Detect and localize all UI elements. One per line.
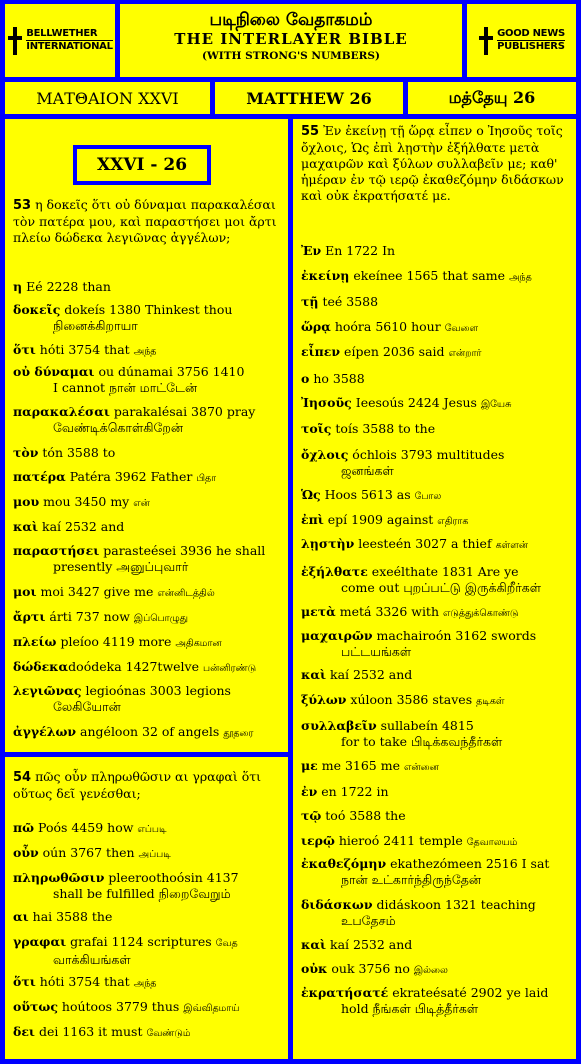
greek-word: ὅτι	[13, 974, 36, 989]
gloss-continuation: shall be fulfilled நிறைவேறும்	[53, 886, 231, 901]
logo-line-1: GOOD NEWS	[497, 28, 565, 39]
greek-word: Ὡς	[301, 487, 321, 502]
tamil-gloss: அந்த	[133, 978, 157, 989]
transliteration-gloss: hóti 3754 that	[35, 342, 134, 357]
transliteration-gloss: Patéra 3962 Father	[65, 469, 197, 484]
word-entry	[301, 243, 570, 259]
word-entry	[13, 934, 282, 968]
greek-word: ὅτι	[13, 342, 36, 357]
tamil-gloss: என்	[133, 498, 150, 509]
greek-verse: Ἐν ἐκείνῃ τῇ ὥρᾳ εἶπεν ο Ἰησοῦς τοῖς ὄχλοις, Ὡς ἐπὶ λῃστὴν ἐξήλθατε μετὰ μαχαιρῶν καὶ ξύλων συλλαβεῖν με; καθ' ἡμέραν ἐν τῷ ιερῷ ἐκαθεζόμην διδάσκων καὶ οὐκ ἐκρατήσατέ με.	[301, 123, 564, 203]
transliteration-gloss: En 1722 In	[321, 243, 396, 258]
subtitle: (WITH STRONG'S NUMBERS)	[202, 50, 380, 62]
transliteration-gloss: pleeroothoósin 4137	[104, 870, 239, 885]
word-entry	[301, 961, 570, 979]
word-entry	[13, 659, 282, 677]
word-entry	[301, 718, 570, 750]
greek-word: συλλαβεῖν	[301, 718, 377, 733]
tamil-gloss: வேளை	[444, 323, 479, 334]
greek-word: ἐν	[301, 784, 318, 799]
tamil-gloss: அந்த	[508, 272, 532, 283]
gloss-continuation: I cannot நான் மாட்டேன்	[53, 380, 198, 395]
reference-greek: ΜΑΤΘΑΙΟΝ XXVI	[5, 82, 210, 114]
word-entry	[13, 845, 282, 863]
transliteration-gloss: parasteései 3936 he shall	[99, 543, 266, 558]
word-entry	[301, 808, 570, 824]
word-entry	[13, 584, 282, 602]
word-entry	[301, 604, 570, 622]
transliteration-gloss: ouk 3756 no	[327, 961, 414, 976]
word-entry	[301, 268, 570, 286]
greek-word: ἐπὶ	[301, 512, 324, 527]
transliteration-gloss: kaí 2532 and	[38, 519, 125, 534]
word-entry	[13, 543, 282, 575]
greek-word: αι	[13, 909, 29, 924]
word-entry	[301, 536, 570, 554]
tamil-gloss: எதிராக	[437, 516, 469, 527]
title-english: THE INTERLAYER BIBLE	[174, 30, 408, 48]
gloss-continuation: லேகியோன்	[53, 699, 121, 714]
transliteration-gloss: sullabeín 4815	[376, 718, 474, 733]
word-entry	[13, 999, 282, 1017]
tamil-gloss: வேண்டும்	[146, 1028, 191, 1039]
transliteration-gloss: angéloon 32 of angels	[76, 724, 224, 739]
word-entry	[301, 564, 570, 596]
gloss-continuation: பட்டயங்கள்	[341, 644, 412, 659]
transliteration-gloss: legioónas 3003 legions	[81, 683, 231, 698]
transliteration-gloss: tón 3588 to	[38, 445, 116, 460]
word-entry	[301, 294, 570, 310]
word-entry	[13, 1024, 282, 1042]
transliteration-gloss: kaí 2532 and	[326, 937, 413, 952]
word-entry	[13, 634, 282, 652]
greek-word: παραστήσει	[13, 543, 100, 558]
verse-text	[301, 123, 570, 204]
greek-word: Ἐν	[301, 243, 322, 258]
tamil-gloss: என்றார்	[448, 348, 482, 359]
word-entry	[13, 364, 282, 396]
greek-word: οὐ δύναμαι	[13, 364, 95, 379]
tamil-gloss: அப்படி	[138, 849, 171, 860]
gloss-continuation: for to take பிடிக்கவந்தீர்கள்	[341, 734, 503, 749]
transliteration-gloss: kaí 2532 and	[326, 667, 413, 682]
title-tamil: படிநிலை வேதாகமம்	[209, 10, 373, 30]
transliteration-gloss: teé 3588	[318, 294, 379, 309]
word-entry	[301, 692, 570, 710]
greek-word: καὶ	[13, 519, 39, 534]
greek-word: ξύλων	[301, 692, 347, 707]
transliteration-gloss: toó 3588 the	[321, 808, 406, 823]
greek-word: οὐκ	[301, 961, 328, 976]
transliteration-gloss: Eé 2228 than	[22, 279, 111, 294]
greek-word: μου	[13, 494, 40, 509]
tamil-gloss: அந்த	[133, 346, 157, 357]
word-entry	[301, 487, 570, 505]
tamil-gloss: வேத	[215, 938, 238, 949]
greek-word: ο	[301, 371, 310, 386]
greek-word: καὶ	[301, 937, 327, 952]
verse-54-panel	[5, 757, 288, 1059]
greek-word: ὄχλοις	[301, 447, 349, 462]
tamil-gloss: இவ்விதமாய்	[183, 1003, 240, 1014]
reference-english: MATTHEW 26	[215, 82, 403, 114]
greek-verse: πῶς οὖν πληρωθῶσιν αι γραφαὶ ὅτι οὕτως δεῖ γενέσθαι;	[13, 769, 262, 801]
word-entry	[301, 856, 570, 888]
transliteration-gloss: hai 3588 the	[28, 909, 113, 924]
transliteration-gloss: en 1722 in	[317, 784, 389, 799]
greek-word: δοκεῖς	[13, 302, 61, 317]
word-entry	[301, 758, 570, 776]
transliteration-gloss: Poós 4459 how	[34, 820, 138, 835]
transliteration-gloss: moi 3427 give me	[36, 584, 158, 599]
verse-53-panel	[5, 119, 288, 752]
greek-word: ιερῷ	[301, 833, 335, 848]
word-entry	[301, 447, 570, 479]
greek-word: μετὰ	[301, 604, 336, 619]
greek-word: λεγιῶνας	[13, 683, 82, 698]
greek-verse: η δοκεῖς ὅτι οὐ δύναμαι παρακαλέσαι τὸν πατέρα μου, καὶ παραστήσει μοι ἄρτι πλείω δώδεκα λεγιῶνας ἀγγέλων;	[13, 197, 277, 245]
tamil-gloss: இல்லை	[413, 965, 448, 976]
tamil-gloss: பன்னிரண்டு	[203, 663, 257, 674]
transliteration-gloss: Hoos 5613 as	[320, 487, 415, 502]
transliteration-gloss: pleíoo 4119 more	[56, 634, 176, 649]
transliteration-gloss: ho 3588	[309, 371, 365, 386]
greek-word: δει	[13, 1024, 35, 1039]
greek-word: παρακαλέσαι	[13, 404, 110, 419]
greek-word: καὶ	[301, 667, 327, 682]
greek-word: πλείω	[13, 634, 57, 649]
word-entry	[301, 371, 570, 387]
transliteration-gloss: leesteén 3027 a thief	[354, 536, 496, 551]
transliteration-gloss: xúloon 3586 staves	[346, 692, 477, 707]
tamil-gloss: எடுத்துக்கொண்டு	[442, 608, 519, 619]
greek-word: με	[301, 758, 318, 773]
verse-number: 55	[301, 124, 320, 139]
greek-word: μοι	[13, 584, 37, 599]
transliteration-gloss: dei 1163 it must	[35, 1024, 147, 1039]
gloss-continuation: presently அனுப்புவார்	[53, 559, 189, 574]
greek-word: οὖν	[13, 845, 39, 860]
tamil-gloss: என்னிடத்தில்	[157, 588, 215, 599]
word-entry	[13, 683, 282, 715]
transliteration-gloss: toís 3588 to the	[331, 421, 436, 436]
tamil-gloss: தூதரை	[223, 728, 254, 739]
greek-word: οὕτως	[13, 999, 58, 1014]
greek-word: Ἰησοῦς	[301, 395, 352, 410]
word-entry	[13, 302, 282, 334]
greek-word: ἀγγέλων	[13, 724, 77, 739]
word-entry	[301, 897, 570, 929]
verse-number: 53	[13, 198, 32, 213]
transliteration-gloss: metá 3326 with	[335, 604, 443, 619]
transliteration-gloss: árti 737 now	[45, 609, 134, 624]
word-entry	[301, 421, 570, 437]
tamil-gloss: அதிகமான	[175, 638, 222, 649]
transliteration-gloss: ekrateésaté 2902 ye laid	[388, 985, 549, 1000]
word-entry	[13, 404, 282, 436]
transliteration-gloss: óchlois 3793 multitudes	[348, 447, 505, 462]
shepherd-staff-icon	[7, 27, 23, 55]
transliteration-gloss: hoóra 5610 hour	[330, 319, 445, 334]
chapter-box: XXVI - 26	[73, 145, 211, 185]
bellwether-logo	[5, 4, 115, 77]
greek-word: διδάσκων	[301, 897, 373, 912]
greek-word: εἶπεν	[301, 344, 341, 359]
word-entry	[13, 342, 282, 360]
logo-line-2: PUBLISHERS	[497, 41, 565, 52]
greek-word: μαχαιρῶν	[301, 628, 373, 643]
word-entry	[301, 784, 570, 800]
transliteration-gloss: hoútoos 3779 thus	[57, 999, 184, 1014]
word-entry	[13, 445, 282, 461]
gloss-continuation: hold நீங்கள் பிடித்தீர்கள்	[341, 1001, 479, 1016]
transliteration-gloss: eípen 2036 said	[340, 344, 449, 359]
gloss-continuation: வேண்டிக்கொள்கிறேன்	[53, 420, 183, 435]
gloss-continuation: நான் உட்கார்ந்திருந்தேன்	[341, 872, 481, 887]
tamil-gloss: கள்ளன்	[495, 540, 528, 551]
greek-word: ὥρᾳ	[301, 319, 331, 334]
title-block	[120, 4, 462, 77]
word-entry	[13, 820, 282, 838]
greek-word: η	[13, 279, 23, 294]
transliteration-gloss: machairoón 3162 swords	[372, 628, 537, 643]
word-entry	[13, 724, 282, 742]
transliteration-gloss: Ieesoús 2424 Jesus	[351, 395, 481, 410]
greek-word: ἐξήλθατε	[301, 564, 368, 579]
tamil-gloss: தேவாலயம்	[466, 837, 518, 848]
transliteration-gloss: didáskoon 1321 teaching	[372, 897, 536, 912]
verse-text	[13, 769, 282, 802]
greek-word: τοῖς	[301, 421, 332, 436]
word-entry	[13, 974, 282, 992]
word-entry	[301, 395, 570, 413]
tamil-gloss: தடிகள்	[476, 696, 505, 707]
greek-word: γραφαι	[13, 934, 67, 949]
tamil-gloss: இயேசு	[480, 399, 512, 410]
greek-word: πατέρα	[13, 469, 66, 484]
transliteration-gloss: epí 1909 against	[323, 512, 438, 527]
transliteration-gloss: ou dúnamai 3756 1410	[94, 364, 245, 379]
word-entry	[13, 494, 282, 512]
word-entry	[301, 833, 570, 851]
gloss-continuation: come out புறப்பட்டு இருக்கிறீர்கள்	[341, 580, 542, 595]
greek-word: ἄρτι	[13, 609, 46, 624]
gloss-continuation: ஜனங்கள்	[341, 463, 394, 478]
reference-tamil: மத்தேயு 26	[408, 82, 576, 114]
word-entry	[13, 609, 282, 627]
greek-word: δώδεκα	[13, 659, 69, 674]
word-entry	[301, 319, 570, 337]
word-entry	[301, 937, 570, 953]
word-entry	[13, 870, 282, 902]
greek-word: τῇ	[301, 294, 319, 309]
greek-word: ἐκαθεζόμην	[301, 856, 387, 871]
word-entry	[301, 667, 570, 683]
transliteration-gloss: hóti 3754 that	[35, 974, 134, 989]
transliteration-gloss: me 3165 me	[317, 758, 404, 773]
greek-word: τῷ	[301, 808, 322, 823]
tamil-gloss: பிதா	[196, 473, 217, 484]
word-entry	[13, 469, 282, 487]
cross-icon	[478, 27, 494, 55]
tamil-gloss: போல	[414, 491, 442, 502]
transliteration-gloss: grafai 1124 scriptures	[66, 934, 216, 949]
greek-word: τὸν	[13, 445, 39, 460]
greek-word: ἐκείνῃ	[301, 268, 350, 283]
verse-55-panel	[293, 119, 576, 1059]
word-entry	[301, 985, 570, 1017]
transliteration-gloss: ekathezómeen 2516 I sat	[386, 856, 550, 871]
gloss-continuation: உபதேசம்	[341, 913, 396, 928]
transliteration-gloss: oún 3767 then	[38, 845, 139, 860]
logo-line-2: INTERNATIONAL	[26, 41, 113, 52]
verse-text	[13, 197, 282, 246]
greek-word: πῶ	[13, 820, 35, 835]
greek-word: ἐκρατήσατέ	[301, 985, 389, 1000]
word-entry	[301, 512, 570, 530]
logo-line-1: BELLWETHER	[26, 28, 112, 41]
word-entry	[13, 279, 282, 295]
transliteration-gloss: parakalésai 3870 pray	[109, 404, 256, 419]
greek-word: λῃστὴν	[301, 536, 355, 551]
transliteration-gloss: ekeínee 1565 that same	[349, 268, 509, 283]
gloss-continuation: வாக்கியங்கள்	[53, 952, 131, 967]
tamil-gloss: எப்படி	[137, 824, 167, 835]
word-entry	[301, 628, 570, 660]
word-entry	[13, 519, 282, 535]
tamil-gloss: இப்பொழுது	[133, 613, 189, 624]
transliteration-gloss: doódeka 1427twelve	[68, 659, 203, 674]
transliteration-gloss: exeélthate 1831 Are ye	[367, 564, 519, 579]
gloss-continuation: நினைக்கிறாயா	[53, 318, 138, 333]
word-entry	[13, 909, 282, 925]
transliteration-gloss: dokeís 1380 Thinkest thou	[60, 302, 233, 317]
word-entry	[301, 344, 570, 362]
greek-word: πληρωθῶσιν	[13, 870, 105, 885]
transliteration-gloss: mou 3450 my	[39, 494, 134, 509]
transliteration-gloss: hieroó 2411 temple	[334, 833, 467, 848]
good-news-logo	[467, 4, 576, 77]
tamil-gloss: என்னை	[403, 762, 439, 773]
verse-number: 54	[13, 770, 32, 785]
